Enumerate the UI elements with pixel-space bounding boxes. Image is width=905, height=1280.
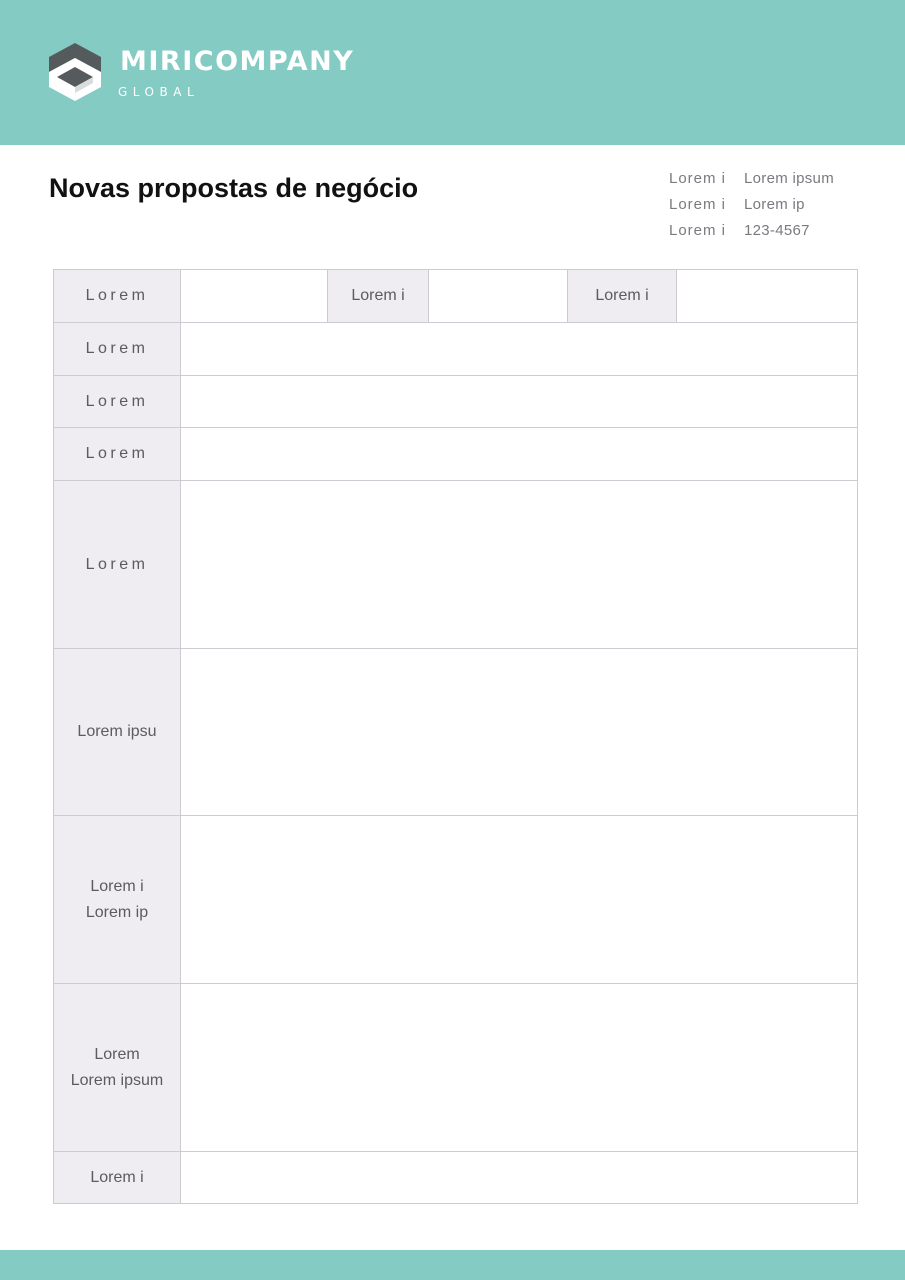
field-value[interactable] <box>181 481 858 649</box>
row-label: Lorem i <box>328 270 429 323</box>
brand-subtitle: GLOBAL <box>118 85 200 99</box>
row-label: Lorem <box>54 323 181 376</box>
row-label: Lorem <box>54 481 181 649</box>
row-label: Lorem <box>54 428 181 481</box>
header-banner <box>0 0 905 145</box>
hexagon-logo-icon <box>49 43 101 101</box>
row-label: Lorem <box>54 270 181 323</box>
row-label-line: Lorem ipsum <box>70 1071 164 1089</box>
field-value[interactable] <box>181 376 858 428</box>
row-label: Lorem <box>54 376 181 428</box>
brand-name: MIRICOMPANY <box>120 46 355 77</box>
table-row <box>54 984 858 1152</box>
info-value: 123-4567 <box>744 222 810 239</box>
row-label-line: Lorem ip <box>85 903 149 921</box>
table-row <box>54 376 858 428</box>
row-label: Lorem i <box>568 270 677 323</box>
field-value[interactable] <box>429 270 568 323</box>
table-row <box>54 481 858 649</box>
row-label-line: Lorem <box>94 1045 140 1063</box>
table-row <box>54 1152 858 1204</box>
page-title: Novas propostas de negócio <box>49 173 419 203</box>
info-label: Lorem i <box>669 196 727 213</box>
info-value: Lorem ipsum <box>744 170 834 187</box>
info-row <box>669 222 834 248</box>
row-label-line: Lorem i <box>90 877 144 895</box>
field-value[interactable] <box>677 270 858 323</box>
field-value[interactable] <box>181 270 328 323</box>
field-value[interactable] <box>181 649 858 816</box>
info-label: Lorem i <box>669 170 727 187</box>
table-row <box>54 428 858 481</box>
row-label <box>54 984 181 1152</box>
field-value[interactable] <box>181 984 858 1152</box>
row-label: Lorem i <box>54 1152 181 1204</box>
row-label <box>54 816 181 984</box>
table-row <box>54 270 858 323</box>
field-value[interactable] <box>181 1152 858 1204</box>
info-value: Lorem ip <box>744 196 805 213</box>
field-value[interactable] <box>181 428 858 481</box>
row-label: Lorem ipsu <box>54 649 181 816</box>
proposal-form-table <box>53 269 858 1204</box>
table-row <box>54 816 858 984</box>
info-row <box>669 196 834 222</box>
table-row <box>54 649 858 816</box>
table-row <box>54 323 858 376</box>
info-row <box>669 170 834 196</box>
field-value[interactable] <box>181 816 858 984</box>
info-block <box>669 170 834 248</box>
footer-bar <box>0 1250 905 1280</box>
field-value[interactable] <box>181 323 858 376</box>
info-label: Lorem i <box>669 222 727 239</box>
